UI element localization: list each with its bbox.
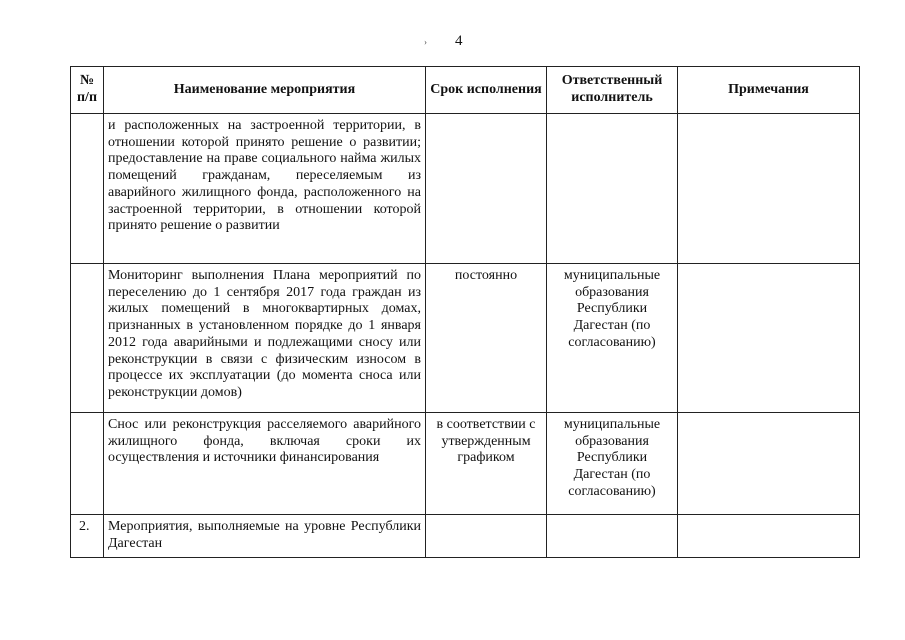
header-notes: Примечания [678, 67, 860, 114]
row-term [426, 114, 547, 264]
header-term: Срок исполнения [426, 67, 547, 114]
row-number [71, 413, 104, 515]
header-name: Наименование мероприятия [104, 67, 426, 114]
row-name: Снос или реконструкция расселяемого аварийного жилищного фонда, включая сроки их осуществления и источники финансирования [104, 413, 426, 515]
measures-table [70, 66, 860, 558]
row-name: Мониторинг выполнения Плана мероприятий по переселению до 1 сентября 2017 года граждан из жилых помещений в многоквартирных домах, признанных в установленном порядке до 1 января 2012 года аварийными и подлежащими сносу или реконструкции в связи с физическим износом в процессе их эксплуатации (до момента сноса или реконструкции домов) [104, 264, 426, 413]
page-number: 4 [455, 33, 463, 49]
row-notes [678, 114, 860, 264]
row-executor: муниципальные образования Республики Дагестан (по согласованию) [547, 413, 678, 515]
row-number [71, 264, 104, 413]
row-executor [547, 114, 678, 264]
row-term [426, 515, 547, 558]
row-notes [678, 515, 860, 558]
row-notes [678, 413, 860, 515]
header-executor: Ответственный исполнитель [547, 67, 678, 114]
row-notes [678, 264, 860, 413]
row-term: в соответствии с утвержденным графиком [426, 413, 547, 515]
row-name: Мероприятия, выполняемые на уровне Республики Дагестан [104, 515, 426, 558]
scan-mark: › [424, 37, 427, 47]
row-term: постоянно [426, 264, 547, 413]
row-executor [547, 515, 678, 558]
row-name: и расположенных на застроенной территории, в отношении которой принято решение о развитии; предоставление на праве социального найма жилых помещений гражданам, переселяемым из аварийного жилищного фонда, расположенного на застроенной территории, в отношении которой принято решение о развитии [104, 114, 426, 264]
header-number: № п/п [71, 67, 104, 114]
table-row [71, 264, 860, 413]
row-executor: муниципальные образования Республики Дагестан (по согласованию) [547, 264, 678, 413]
table-header-row [71, 67, 860, 114]
table-row [71, 413, 860, 515]
table-row [71, 515, 860, 558]
row-number [71, 114, 104, 264]
row-number: 2. [71, 515, 104, 558]
table-row [71, 114, 860, 264]
